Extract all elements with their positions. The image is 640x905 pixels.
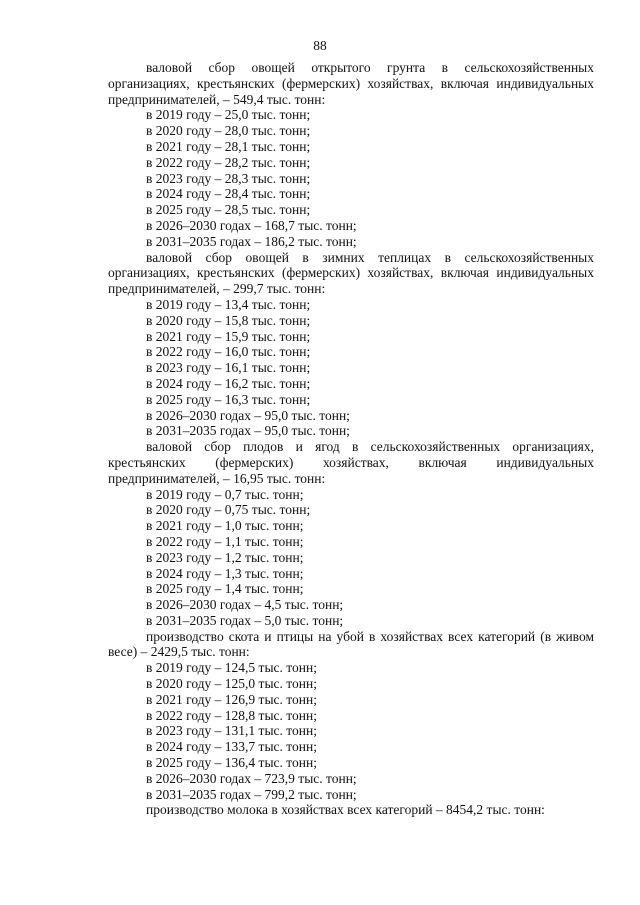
list-item: в 2024 году – 16,2 тыс. тонн;: [146, 375, 311, 391]
list-item: в 2019 году – 124,5 тыс. тонн;: [146, 660, 317, 676]
list-item: в 2023 году – 16,1 тыс. тонн;: [146, 360, 311, 376]
list-item: в 2026–2030 годах – 168,7 тыс. тонн;: [146, 217, 357, 233]
section-intro-paragraph: валовой сбор овощей в зимних теплицах в сельскохозяйственных организациях, крестьянских (фермерских) хозяйствах, включая индивидуальных предпринимателей, – 299,7 тыс. тонн:: [108, 249, 594, 297]
list-item: в 2021 году – 126,9 тыс. тонн;: [146, 691, 317, 707]
list-item: в 2025 году – 1,4 тыс. тонн;: [146, 581, 304, 597]
list-item: в 2020 году – 125,0 тыс. тонн;: [146, 676, 317, 692]
page-number: 88: [313, 38, 327, 53]
list-item: в 2031–2035 годах – 186,2 тыс. тонн;: [146, 233, 357, 249]
list-item: в 2022 году – 28,2 тыс. тонн;: [146, 154, 311, 170]
list-item: в 2022 году – 16,0 тыс. тонн;: [146, 344, 311, 360]
list-item: в 2020 году – 15,8 тыс. тонн;: [146, 312, 311, 328]
list-item: в 2031–2035 годах – 799,2 тыс. тонн;: [146, 786, 357, 802]
list-item: в 2023 году – 1,2 тыс. тонн;: [146, 549, 304, 565]
list-item: в 2021 году – 1,0 тыс. тонн;: [146, 518, 304, 534]
list-item: в 2023 году – 28,3 тыс. тонн;: [146, 170, 311, 186]
list-item: в 2019 году – 13,4 тыс. тонн;: [146, 296, 311, 312]
list-item: в 2031–2035 годах – 5,0 тыс. тонн;: [146, 612, 344, 628]
section-intro-paragraph: производство молока в хозяйствах всех категорий – 8454,2 тыс. тонн:: [146, 802, 545, 818]
list-item: в 2024 году – 133,7 тыс. тонн;: [146, 739, 317, 755]
section-intro-paragraph: валовой сбор плодов и ягод в сельскохозяйственных организациях, крестьянских (фермерских) хозяйствах, включая индивидуальных предпринимателей, – 16,95 тыс. тонн:: [108, 439, 594, 486]
list-item: в 2031–2035 годах – 95,0 тыс. тонн;: [146, 423, 350, 439]
list-item: в 2021 году – 28,1 тыс. тонн;: [146, 138, 311, 154]
list-item: в 2022 году – 1,1 тыс. тонн;: [146, 533, 304, 549]
list-item: в 2024 году – 28,4 тыс. тонн;: [146, 186, 311, 202]
list-item: в 2021 году – 15,9 тыс. тонн;: [146, 328, 311, 344]
list-item: в 2025 году – 136,4 тыс. тонн;: [146, 755, 317, 771]
list-item: в 2026–2030 годах – 723,9 тыс. тонн;: [146, 770, 357, 786]
list-item: в 2019 году – 0,7 тыс. тонн;: [146, 486, 304, 502]
document-body: [108, 60, 594, 818]
list-item: в 2026–2030 годах – 95,0 тыс. тонн;: [146, 407, 350, 423]
list-item: в 2020 году – 28,0 тыс. тонн;: [146, 123, 311, 139]
section-intro-paragraph: валовой сбор овощей открытого грунта в сельскохозяйственных организациях, крестьянских (фермерских) хозяйствах, включая индивидуальных предпринимателей, – 549,4 тыс. тонн:: [108, 60, 594, 107]
list-item: в 2023 году – 131,1 тыс. тонн;: [146, 723, 317, 739]
list-item: в 2025 году – 16,3 тыс. тонн;: [146, 391, 311, 407]
list-item: в 2024 году – 1,3 тыс. тонн;: [146, 565, 304, 581]
section-intro-paragraph: производство скота и птицы на убой в хозяйствах всех категорий (в живом весе) – 2429,5 тыс. тонн:: [108, 628, 594, 660]
list-item: в 2022 году – 128,8 тыс. тонн;: [146, 707, 317, 723]
list-item: в 2026–2030 годах – 4,5 тыс. тонн;: [146, 597, 344, 613]
list-item: в 2020 году – 0,75 тыс. тонн;: [146, 502, 311, 518]
list-item: в 2025 году – 28,5 тыс. тонн;: [146, 202, 311, 218]
list-item: в 2019 году – 25,0 тыс. тонн;: [146, 107, 311, 123]
